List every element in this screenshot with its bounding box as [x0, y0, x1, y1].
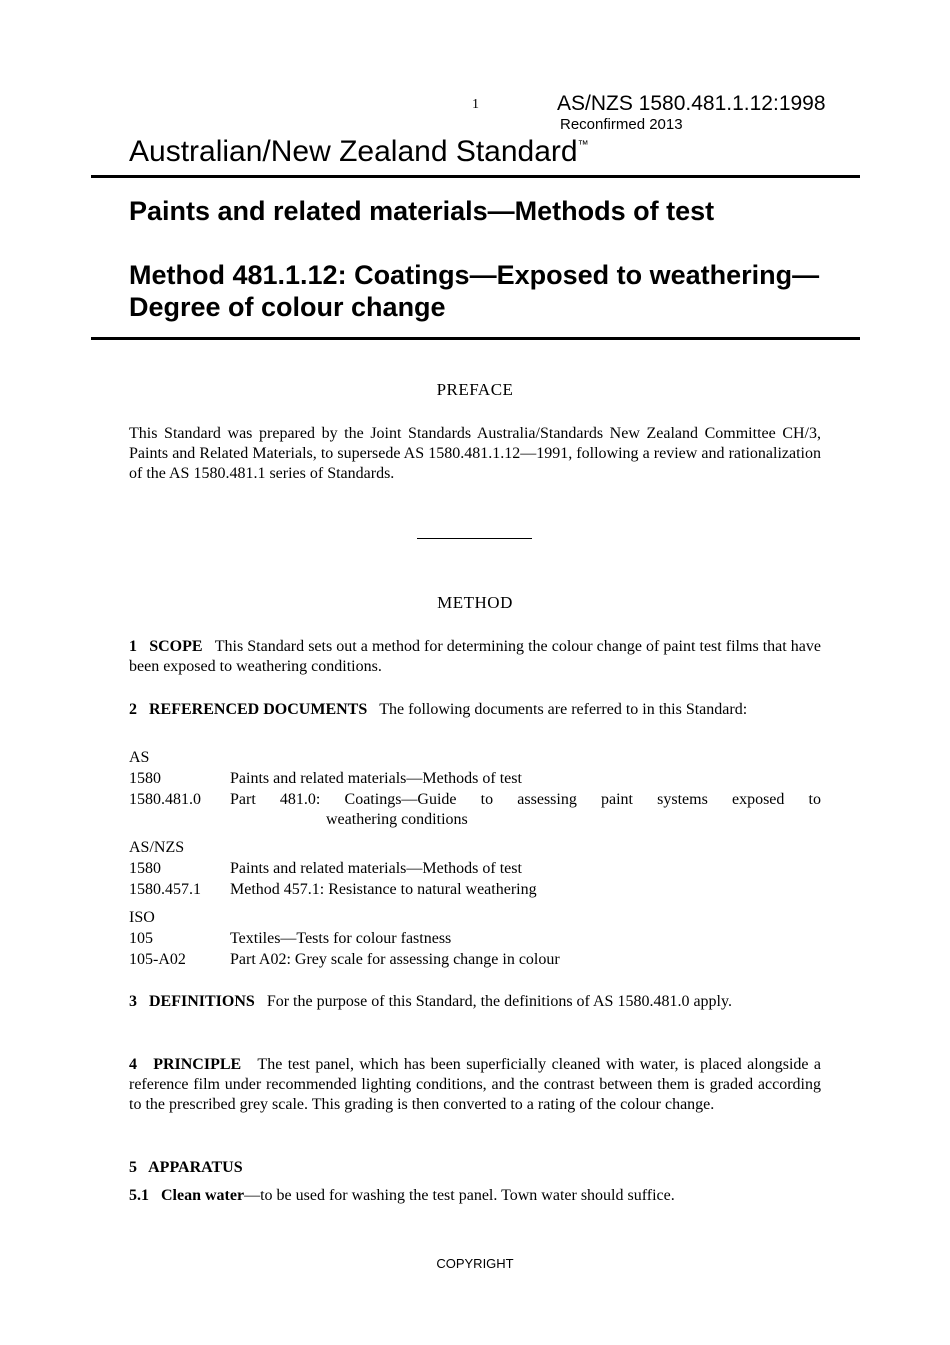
title-rule-bottom: [91, 337, 860, 340]
preface-text: This Standard was prepared by the Joint Standards Australia/Standards New Zealand Committee CH/3, Paints and Related Materials, to supersede AS 1580.481.1.12—1991, following a review and rationalization of the AS 1580.481.1 series of Standards.: [129, 425, 821, 482]
definitions-section: [129, 992, 821, 1012]
reconfirmed-date: Reconfirmed 2013: [560, 116, 683, 133]
ref-code: 1580: [129, 770, 161, 787]
ref-row: [129, 790, 821, 810]
apparatus-item-text: —to be used for washing the test panel. Town water should suffice.: [244, 1187, 675, 1204]
section-divider: [417, 538, 532, 539]
referenced-text: The following documents are referred to in this Standard:: [379, 701, 748, 718]
ref-code: 1580.481.0: [129, 791, 201, 808]
ref-row: [129, 859, 821, 879]
scope-section: [129, 637, 821, 677]
method-title: Method 481.1.12: Coatings—Exposed to weathering—Degree of colour change: [129, 260, 820, 322]
ref-title: Part A02: Grey scale for assessing change in colour: [230, 951, 560, 968]
ref-title: Textiles—Tests for colour fastness: [230, 930, 452, 947]
ref-title: Part 481.0: Coatings—Guide to assessing paint systems exposed to: [230, 791, 821, 808]
title-rule-top: [91, 175, 860, 178]
referenced-section: [129, 700, 821, 720]
standard-number: AS/NZS 1580.481.1.12:1998: [557, 92, 826, 115]
ref-title: Paints and related materials—Methods of test: [230, 770, 522, 787]
ref-code: 1580.457.1: [129, 881, 201, 898]
page-number: 1: [472, 97, 479, 112]
ref-code: 105-A02: [129, 951, 186, 968]
ref-row: [129, 769, 821, 789]
document-title: Paints and related materials—Methods of test: [129, 196, 715, 226]
ref-row: [129, 880, 821, 900]
principle-text: The test panel, which has been superficially cleaned with water, is placed alongside a reference film under recommended lighting conditions, and the contrast between them is graded according to the prescribed grey scale. This grading is then converted to a rating of the colour change.: [129, 1056, 822, 1113]
principle-label: 4 PRINCIPLE: [129, 1056, 242, 1073]
standard-brand: [129, 135, 589, 169]
apparatus-item-label: 5.1 Clean water: [129, 1187, 245, 1204]
ref-org-as: AS: [129, 749, 150, 766]
ref-row: [129, 950, 821, 970]
apparatus-item: [129, 1186, 821, 1206]
ref-code: 105: [129, 930, 153, 947]
method-heading: METHOD: [437, 593, 513, 612]
definitions-text: For the purpose of this Standard, the definitions of AS 1580.481.0 apply.: [266, 993, 732, 1010]
copyright-footer: COPYRIGHT: [436, 1256, 514, 1271]
ref-org-iso: ISO: [129, 909, 155, 926]
referenced-label: 2 REFERENCED DOCUMENTS: [129, 701, 368, 718]
apparatus-heading: [129, 1158, 821, 1178]
apparatus-label: 5 APPARATUS: [129, 1159, 243, 1176]
trademark-symbol: ™: [577, 139, 589, 151]
ref-row-continuation: [129, 810, 821, 830]
definitions-label: 3 DEFINITIONS: [129, 993, 255, 1010]
ref-title: Method 457.1: Resistance to natural weathering: [230, 881, 537, 898]
principle-section: [129, 1055, 821, 1115]
brand-text: Australian/New Zealand Standard: [129, 135, 578, 168]
scope-label: 1 SCOPE: [129, 638, 203, 655]
preface-heading: PREFACE: [436, 380, 514, 399]
ref-org-asnzs: AS/NZS: [129, 839, 185, 856]
ref-title: Paints and related materials—Methods of test: [230, 860, 522, 877]
scope-text: This Standard sets out a method for determining the colour change of paint test films that have been exposed to weathering conditions.: [129, 638, 821, 675]
ref-code: 1580: [129, 860, 161, 877]
ref-title-cont: weathering conditions: [326, 811, 468, 828]
ref-row: [129, 929, 821, 949]
